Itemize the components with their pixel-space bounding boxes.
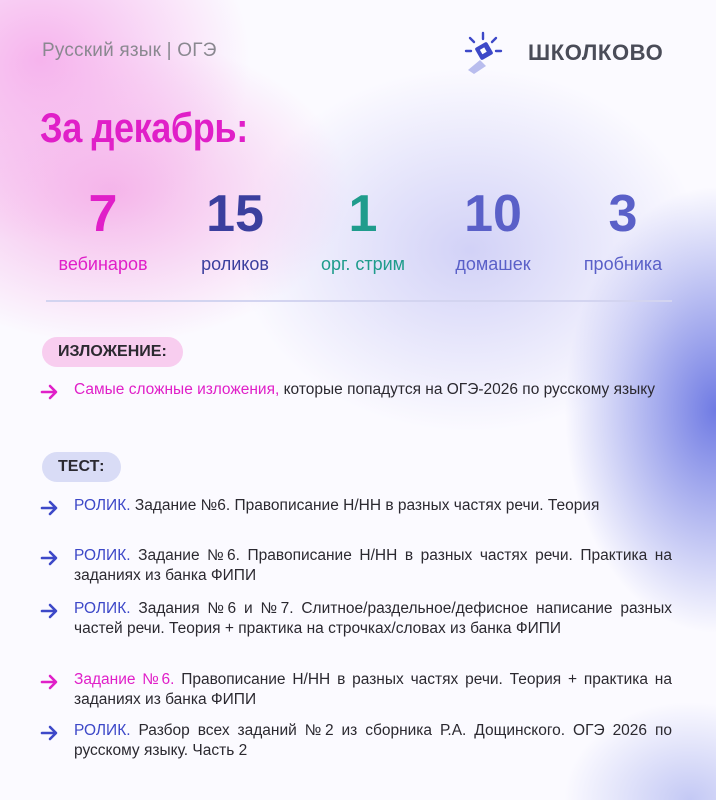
item-highlight: РОЛИК. — [74, 722, 131, 739]
item-highlight: Задание №6. — [74, 671, 175, 688]
brand-logo — [462, 30, 663, 76]
section-badge-essay: ИЗЛОЖЕНИЕ: — [42, 337, 183, 367]
list-item — [40, 496, 676, 518]
item-highlight: РОЛИК. — [74, 497, 131, 514]
list-item — [40, 670, 676, 710]
section-badge-test: ТЕСТ: — [42, 452, 121, 482]
item-highlight: РОЛИК. — [74, 547, 131, 564]
stat-homeworks — [438, 185, 548, 275]
list-item-text — [74, 721, 672, 761]
subject-label: Русский язык | ОГЭ — [42, 40, 217, 61]
arrow-right-icon — [40, 601, 60, 621]
list-item — [40, 380, 676, 402]
page-title: За декабрь: — [40, 104, 248, 151]
stat-number: 3 — [608, 185, 638, 243]
list-item-text — [74, 546, 672, 586]
item-highlight: Самые сложные изложения, — [74, 381, 280, 398]
stat-number: 10 — [464, 185, 522, 243]
arrow-right-icon — [40, 548, 60, 568]
stat-stream — [302, 185, 424, 275]
item-body: Разбор всех заданий №2 из сборника Р.А. Дощинского. ОГЭ 2026 по русскому языку. Часть 2 — [74, 722, 672, 759]
arrow-right-icon — [40, 723, 60, 743]
list-item-text — [74, 380, 672, 400]
stat-label: пробника — [583, 254, 663, 274]
stat-mock-exams — [568, 185, 678, 275]
item-highlight: РОЛИК. — [74, 600, 131, 617]
stat-label: домашек — [455, 254, 531, 274]
item-body: Задания №6 и №7. Слитное/раздельное/дефисное написание разных частей речи. Теория + практика на строчках/словах из банка ФИПИ — [74, 600, 672, 637]
list-item — [40, 721, 676, 761]
stat-videos — [183, 185, 287, 275]
item-body: Правописание Н/НН в разных частях речи. Теория + практика на заданиях из банка ФИПИ — [74, 671, 672, 708]
list-item-text — [74, 496, 672, 516]
arrow-right-icon — [40, 672, 60, 692]
arrow-right-icon — [40, 498, 60, 518]
stat-number: 1 — [348, 185, 378, 243]
stat-label: роликов — [201, 254, 269, 274]
stat-webinars — [42, 185, 164, 275]
list-item-text — [74, 670, 672, 710]
divider — [46, 300, 672, 302]
item-body: Задание №6. Правописание Н/НН в разных частях речи. Теория — [130, 497, 600, 514]
list-item-text — [74, 599, 672, 639]
arrow-right-icon — [40, 382, 60, 402]
item-body: которые попадутся на ОГЭ-2026 по русскому языку — [279, 381, 655, 398]
stat-number: 7 — [88, 185, 118, 243]
shkolkovo-logo-icon — [462, 30, 508, 76]
list-item — [40, 599, 676, 639]
item-body: Задание №6. Правописание Н/НН в разных частях речи. Практика на заданиях из банка ФИПИ — [74, 547, 672, 584]
stat-label: вебинаров — [58, 254, 148, 274]
list-item — [40, 546, 676, 586]
stat-number: 15 — [206, 185, 264, 243]
stat-label: орг. стрим — [320, 254, 406, 274]
brand-name: ШКОЛКОВО — [528, 40, 664, 65]
